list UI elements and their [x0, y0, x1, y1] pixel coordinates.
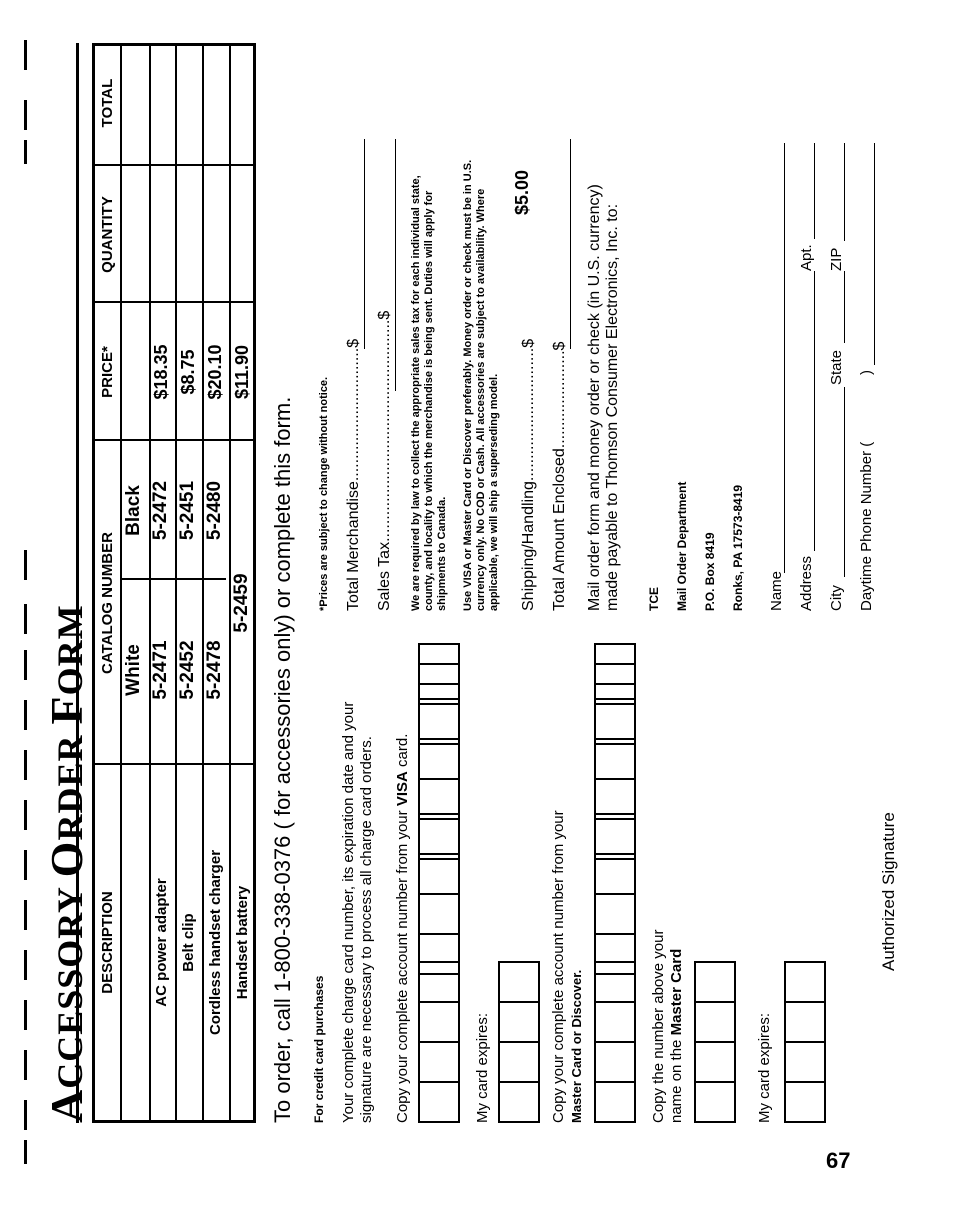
row-price: $11.90: [232, 344, 252, 400]
mail-address: TCE Mail Order Department P.O. Box 8419 Ronks, PA 17573-8419: [647, 481, 745, 611]
header-catalog-number: CATALOG NUMBER: [99, 532, 116, 674]
address-label: Address: [798, 555, 815, 611]
row-white: 5-2452: [177, 640, 198, 700]
credit-intro: Your complete charge card number, its expiration date and your signature are necessary to process all charge card orders.: [340, 701, 375, 1123]
subheader-white: White: [123, 644, 144, 696]
header-quantity: QUANTITY: [99, 196, 116, 273]
zip-line[interactable]: [844, 143, 845, 241]
row-description: Handset battery: [234, 885, 251, 1000]
city-line[interactable]: [844, 387, 845, 577]
total-merchandise-label: Total Merchandise..............................$: [345, 338, 362, 611]
order-phone-line: To order, call 1-800-338-0376 ( for accessories only) or complete this form.: [270, 396, 295, 1123]
apt-line[interactable]: [814, 143, 815, 239]
mc-copy-label: Copy your complete account number from your Master Card or Discover.: [550, 810, 584, 1123]
form-title: ACCESSORY ORDER FORM: [41, 604, 92, 1123]
tax-note: We are required by law to collect the appropriate sales tax for each individual state, county, and locality to which the merchandise is being sent. Duties will apply for shipments to Canada.: [410, 175, 448, 611]
signature-label: Authorized Signature: [879, 812, 898, 971]
shipping-label: Shipping/Handling..............................$: [520, 338, 537, 611]
row-white: 5-2471: [150, 640, 171, 700]
prices-note: *Prices are subject to change without notice.: [318, 376, 330, 611]
shipping-value: $5.00: [512, 169, 532, 215]
phone-label: Daytime Phone Number (: [858, 441, 875, 611]
page-number: 67: [826, 1148, 851, 1173]
header-total: TOTAL: [99, 78, 116, 128]
row-white: 5-2478: [204, 640, 225, 700]
row-description: AC power adapter: [153, 878, 170, 1007]
sales-tax-label: Sales Tax..................................................$: [376, 310, 393, 611]
row-black: 5-2472: [150, 480, 171, 541]
visa-expires-label: My card expires:: [474, 1012, 491, 1123]
visa-copy-label: Copy your complete account number from your VISA card.: [394, 733, 411, 1123]
payment-note: Use VISA or Master Card or Discover preferably. Money order or check must be in U.S. currency only. No COD or Cash. All accessories are subject to availability. Where applicable, we will ship a superseding model.: [462, 159, 500, 611]
subheader-black: Black: [123, 485, 144, 536]
name-label: Name: [768, 570, 785, 611]
city-label: City: [828, 585, 845, 611]
phone-close-paren: ): [858, 370, 875, 375]
accessory-table: [92, 43, 256, 1123]
state-line[interactable]: [844, 271, 845, 343]
name-line[interactable]: [784, 143, 785, 573]
phone-line[interactable]: [874, 143, 875, 365]
row-price: $8.75: [178, 349, 198, 395]
total-enclosed-label: Total Amount Enclosed......................$: [551, 341, 568, 611]
address-line[interactable]: [814, 271, 815, 551]
mail-instructions: Mail order form and money order or check (in U.S. currency) made payable to Thomson Consumer Electronics, Inc. to:: [586, 184, 621, 611]
sales-tax-line[interactable]: [395, 139, 396, 391]
total-merchandise-line[interactable]: [364, 139, 365, 349]
row-description: Belt clip: [180, 913, 197, 972]
mc-expires-label: My card expires:: [756, 1012, 773, 1123]
row-combined-catalog: 5-2459: [231, 573, 252, 633]
row-price: $20.10: [205, 344, 225, 400]
header-description: DESCRIPTION: [99, 891, 116, 994]
mc-name-label: Copy the number above your name on the Master Card: [650, 929, 685, 1123]
state-label: State: [828, 349, 845, 385]
zip-label: ZIP: [828, 247, 845, 271]
row-description: Cordless handset charger: [207, 849, 224, 1036]
total-enclosed-line[interactable]: [570, 139, 571, 349]
row-black: 5-2451: [177, 480, 198, 541]
credit-heading: For credit card purchases: [312, 975, 326, 1123]
apt-label: Apt.: [798, 244, 815, 271]
header-price: PRICE*: [99, 346, 116, 398]
row-price: $18.35: [151, 344, 171, 400]
row-black: 5-2480: [204, 480, 225, 541]
